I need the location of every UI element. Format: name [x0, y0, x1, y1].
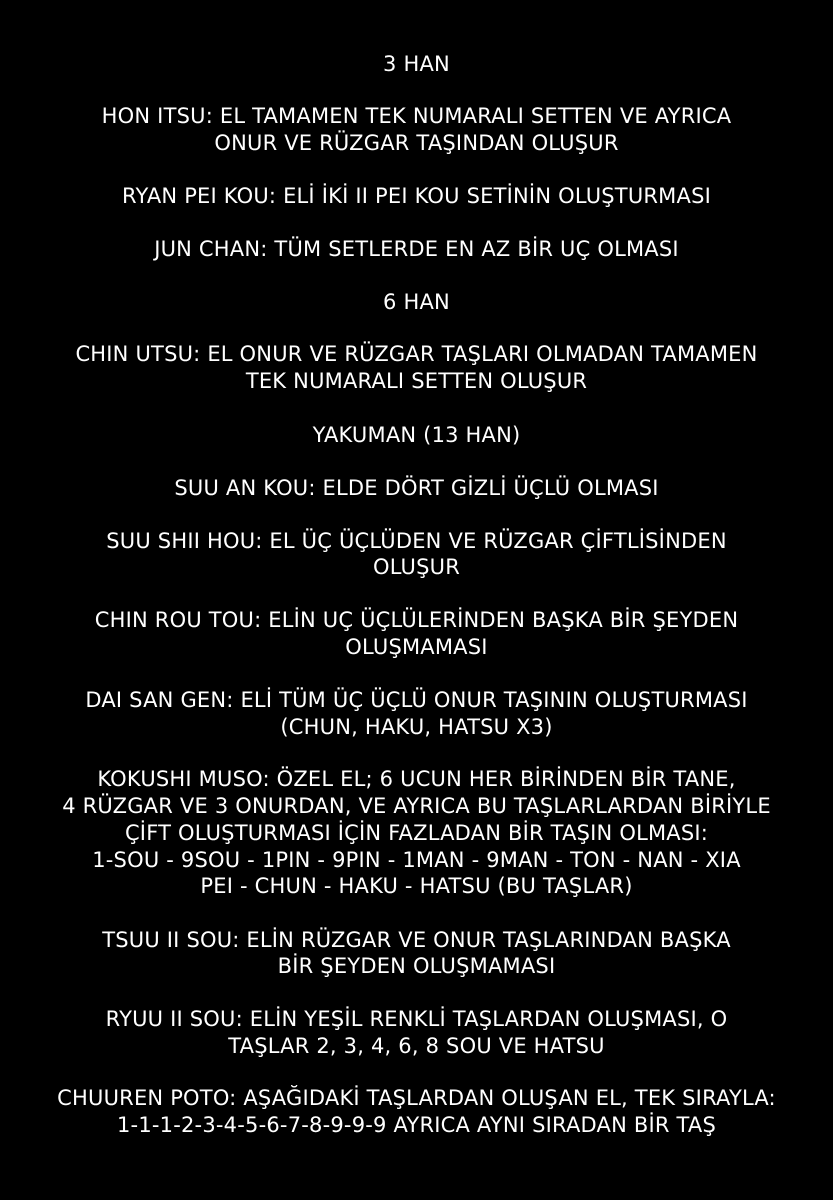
- kokushi-muso-line-3: ÇİFT OLUŞTURMASI İÇİN FAZLADAN BİR TAŞIN OLMASI:: [124, 821, 709, 845]
- hon-itsu-line-1: HON ITSU: EL TAMAMEN TEK NUMARALI SETTEN VE AYRICA: [101, 104, 732, 128]
- ryuu-ii-sou-line-1: RYUU II SOU: ELİN YEŞİL RENKLİ TAŞLARDAN OLUŞMASI, O: [105, 1007, 728, 1031]
- chin-utsu-line-2: TEK NUMARALI SETTEN OLUŞUR: [245, 369, 588, 393]
- suu-shii-hou-line-2: OLUŞUR: [372, 555, 461, 579]
- chuuren-poto-line-1: CHUUREN POTO: AŞAĞIDAKİ TAŞLARDAN OLUŞAN EL, TEK SIRAYLA:: [57, 1086, 776, 1110]
- chin-rou-tou-line-1: CHIN ROU TOU: ELİN UÇ ÜÇLÜLERİNDEN BAŞKA BİR ŞEYDEN: [94, 608, 739, 632]
- jun-chan-line: JUN CHAN: TÜM SETLERDE EN AZ BİR UÇ OLMASI: [154, 237, 679, 261]
- ryan-pei-kou-line: RYAN PEI KOU: ELİ İKİ II PEI KOU SETİNİN OLUŞTURMASI: [122, 184, 711, 208]
- kokushi-muso-line-1: KOKUSHI MUSO: ÖZEL EL; 6 UCUN HER BİRİNDEN BİR TANE,: [97, 767, 736, 791]
- kokushi-muso-line-2: 4 RÜZGAR VE 3 ONURDAN, VE AYRICA BU TAŞLARLARDAN BİRİYLE: [62, 794, 771, 818]
- heading-yakuman: YAKUMAN (13 HAN): [312, 423, 521, 447]
- suu-an-kou-line: SUU AN KOU: ELDE DÖRT GİZLİ ÜÇLÜ OLMASI: [174, 476, 659, 500]
- heading-3-han: 3 HAN: [383, 52, 450, 76]
- kokushi-muso-line-5: PEI - CHUN - HAKU - HATSU (BU TAŞLAR): [200, 874, 633, 898]
- tsuu-ii-sou-line-2: BİR ŞEYDEN OLUŞMAMASI: [277, 954, 556, 978]
- chuuren-poto-line-2: 1-1-1-2-3-4-5-6-7-8-9-9-9 AYRICA AYNI SIRADAN BİR TAŞ: [116, 1113, 717, 1137]
- tsuu-ii-sou-line-1: TSUU II SOU: ELİN RÜZGAR VE ONUR TAŞLARINDAN BAŞKA: [102, 928, 731, 952]
- heading-6-han: 6 HAN: [383, 290, 450, 314]
- dai-san-gen-line-1: DAI SAN GEN: ELİ TÜM ÜÇ ÜÇLÜ ONUR TAŞININ OLUŞTURMASI: [85, 688, 748, 712]
- hon-itsu-line-2: ONUR VE RÜZGAR TAŞINDAN OLUŞUR: [214, 131, 619, 155]
- chin-utsu-line-1: CHIN UTSU: EL ONUR VE RÜZGAR TAŞLARI OLMADAN TAMAMEN: [75, 342, 758, 366]
- suu-shii-hou-line-1: SUU SHII HOU: EL ÜÇ ÜÇLÜDEN VE RÜZGAR ÇİFTLİSİNDEN: [106, 529, 727, 553]
- chin-rou-tou-line-2: OLUŞMAMASI: [345, 635, 488, 659]
- dai-san-gen-line-2: (CHUN, HAKU, HATSU X3): [280, 715, 553, 739]
- kokushi-muso-line-4: 1-SOU - 9SOU - 1PIN - 9PIN - 1MAN - 9MAN - TON - NAN - XIA: [92, 848, 741, 872]
- ryuu-ii-sou-line-2: TAŞLAR 2, 3, 4, 6, 8 SOU VE HATSU: [228, 1034, 605, 1058]
